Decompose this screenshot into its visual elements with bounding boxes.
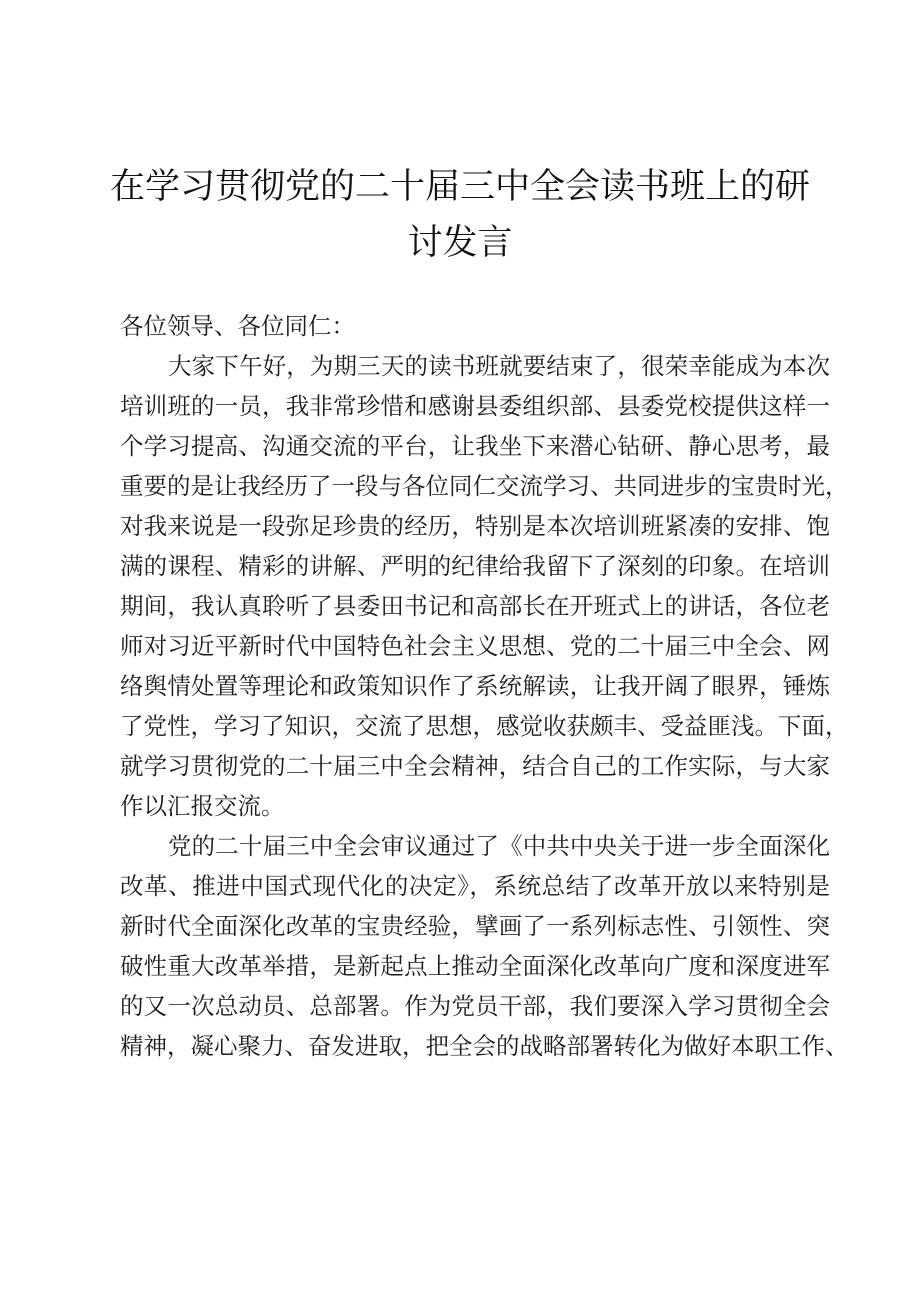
paragraph-2-line: 破性重大改革举措，是新起点上推动全面深化改革向广度和深度进军	[120, 952, 830, 980]
paragraph-1-line: 期间，我认真聆听了县委田书记和高部长在开班式上的讲话，各位老	[120, 592, 830, 620]
paragraph-1-line: 重要的是让我经历了一段与各位同仁交流学习、共同进步的宝贵时光，	[120, 472, 849, 500]
paragraph-1-line: 作以汇报交流。	[120, 792, 285, 820]
paragraph-2-line: 精神，凝心聚力、奋发进取，把全会的战略部署转化为做好本职工作、	[120, 1032, 849, 1060]
paragraph-1-line: 对我来说是一段弥足珍贵的经历，特别是本次培训班紧凑的安排、饱	[120, 512, 830, 540]
paragraph-1-line: 培训班的一员，我非常珍惜和感谢县委组织部、县委党校提供这样一	[120, 392, 830, 420]
document-title-line-2: 讨发言	[407, 223, 513, 263]
paragraph-2-line: 改革、推进中国式现代化的决定》，系统总结了改革开放以来特别是	[120, 872, 830, 900]
paragraph-1-line: 师对习近平新时代中国特色社会主义思想、党的二十届三中全会、网	[120, 632, 830, 660]
paragraph-1-line: 个学习提高、沟通交流的平台，让我坐下来潜心钻研、静心思考，最	[120, 432, 830, 460]
paragraph-1-line: 了党性，学习了知识，交流了思想，感觉收获颇丰、受益匪浅。下面，	[120, 712, 849, 740]
paragraph-2-line: 的又一次总动员、总部署。作为党员干部，我们要深入学习贯彻全会	[120, 992, 830, 1020]
paragraph-2-line: 新时代全面深化改革的宝贵经验，擘画了一系列标志性、引领性、突	[120, 912, 830, 940]
salutation: 各位领导、各位同仁：	[120, 312, 355, 340]
paragraph-1-line: 大家下午好，为期三天的读书班就要结束了，很荣幸能成为本次	[168, 352, 830, 380]
paragraph-2-line: 党的二十届三中全会审议通过了《中共中央关于进一步全面深化	[168, 832, 830, 860]
paragraph-1-line: 满的课程、精彩的讲解、严明的纪律给我留下了深刻的印象。在培训	[120, 552, 830, 580]
paragraph-1-line: 就学习贯彻党的二十届三中全会精神，结合自己的工作实际，与大家	[120, 752, 830, 780]
document-title-line-1: 在学习贯彻党的二十届三中全会读书班上的研	[109, 167, 810, 207]
paragraph-1-line: 络舆情处置等理论和政策知识作了系统解读，让我开阔了眼界，锤炼	[120, 672, 830, 700]
